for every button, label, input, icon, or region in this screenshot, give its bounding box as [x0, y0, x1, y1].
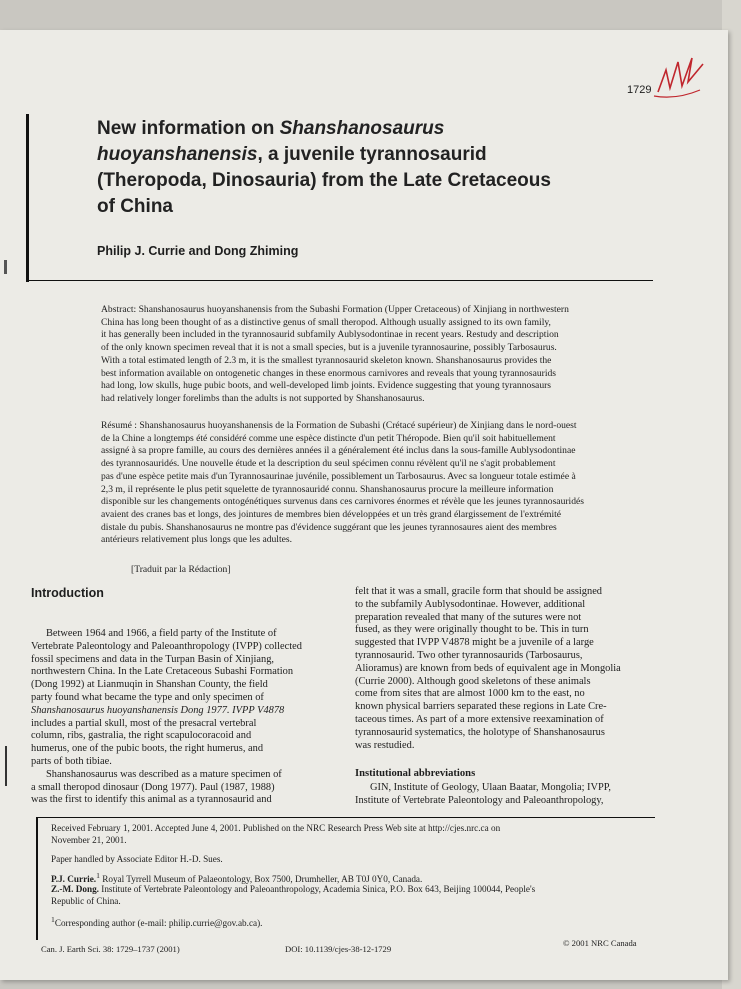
- side-mark: [4, 260, 7, 274]
- abstract-english: Abstract: Shanshanosaurus huoyanshanensis from the Subashi Formation (Upper Cretaceous) of Xinjiang in northwestern China has long been thought of as a distinctive genus of small theropod. Although usually assigned to its own family, it has generally been included in the tyrannosaurid subfamily Aublysodontinae in recent years. Restudy and description of the only known specimen reveal that it is not a small species, but is a juvenile tyrannosaurine, possibly Tarbosaurus. With a total estimated length of 2.3 m, it is the smallest tyrannosaurid skeleton known. Shanshanosaurus provides the best information available on ontogenetic changes in these enormous carnivores and reveals that young tyrannosaurids had long, low skulls, huge pubic boots, and well-developed limb joints. Evidence suggesting that young tyrannosaurs had relatively longer forelimbs than the adults is not supported by Shanshanosaurus.: [101, 304, 569, 404]
- translation-note: [Traduit par la Rédaction]: [131, 564, 231, 575]
- side-mark: [5, 746, 7, 786]
- editor-note: Paper handled by Associate Editor H.-D. Sues.: [51, 854, 223, 864]
- corresponding-author: $^1$Corresponding author (e-mail: philip.currie@gov.ab.ca).: [51, 915, 263, 929]
- intro-right-column: felt that it was a small, gracile form that should be assigned to the subfamily Aublysodontinae. However, additional preparation revealed that many of the sutures were not fused, as they were originally thought to be. This in turn suggested that IVPP V4878 might be a juvenile of a large tyrannosaurid. Two other tyrannosaurids (Tarbosaurus, Alioramus) are known from beds of equivalent age in Mongolia (Currie 2000). Although good skeletons of these animals come from sites that are almost 1000 km to the east, no known physical barriers separated these regions in Late Cre- taceous times. As part of a more extensive reexamination of tyrannosaurid systematics, the holotype of Shanshanosaurus was restudied.: [355, 586, 621, 751]
- journal-citation: Can. J. Earth Sci. 38: 1729–1737 (2001): [41, 944, 180, 954]
- received-note: Received February 1, 2001. Accepted June 4, 2001. Published on the NRC Research Press Web site at http://cjes.nrc.ca on November 21, 2001.: [51, 823, 501, 845]
- affiliation-currie: P.J. Currie.$^1$ Royal Tyrrell Museum of Palaeontology, Box 7500, Drumheller, AB T0J 0Y0, Canada.: [51, 871, 423, 885]
- title-rule: [26, 280, 653, 281]
- intro-left-column: Between 1964 and 1966, a field party of the Institute of Vertebrate Paleontology and Paleoanthropology (IVPP) collected fossil specimens and data in the Turpan Basin of Xinjiang, northwestern China. In the Late Cretaceous Subashi Formation (Dong 1992) at Lianmuqin in Shanshan County, the field party found what became the type and only specimen of Shanshanosaurus huoyanshanensis Dong 1977. IVPP V4878 includes a partial skull, most of the presacral vertebral column, ribs, gastralia, the right scapulocoracoid and humerus, one of the pubic boots, the right humerus, and parts of both tibiae. Shanshanosaurus was described as a mature specimen of a small theropod dinosaur (Dong 1977). Paul (1987, 1988) was the first to identify this animal as a tyrannosaurid and: [31, 628, 302, 806]
- abbreviations-text: GIN, Institute of Geology, Ulaan Baatar, Mongolia; IVPP, Institute of Vertebrate Paleontology and Paleoanthropology,: [355, 782, 612, 806]
- abstract-french: Résumé : Shanshanosaurus huoyanshanensis de la Formation de Subashi (Crétacé supérieur) de Xinjiang dans le nord-ouest de la Chine a longtemps été considéré comme une espèce distincte d'un petit Théropode. Bien qu'il soit habituellement assigné à sa propre famille, au cours des dernières années il a généralement été inclus dans la sous-famille Aublysodontinae des tyrannosauridés. Une nouvelle étude et la description du seul spécimen connu révèlent qu'il ne s'agit probablement pas d'une espèce petite mais d'un Tyrannosaurinae juvénile, possiblement un Tarbosaurus. Avec sa longueur totale estimée à 2,3 m, il représente le plus petit squelette de tyrannosauridé connu. Shanshanosaurus procure la meilleure information disponible sur les changements ontogénétiques survenus dans ces carnivores énormes et révèle que les jeunes tyrannosauridés avaient des cranes bas et longs, des jointures de membres bien développées et un très grand élargissement de l'extrémité distale du pubis. Shanshanosaurus ne montre pas d'évidence suggérant que les jeunes tyrannosaures aient des membres antérieurs relativement plus longs que les adultes.: [101, 420, 585, 546]
- copyright: © 2001 NRC Canada: [563, 938, 637, 948]
- article-title: New information on Shanshanosaurus huoyanshanensis, a juvenile tyrannosaurid (Theropoda, Dinosauria) from the Late Cretaceous of China: [97, 118, 551, 217]
- introduction-heading: Introduction: [31, 586, 104, 600]
- abbreviations-heading: Institutional abbreviations: [355, 768, 476, 779]
- affiliation-dong: Z.-M. Dong. Institute of Vertebrate Paleontology and Paleoanthropology, Academia Sinica, P.O. Box 643, Beijing 100044, People's Republic of China.: [51, 884, 536, 906]
- title-bar: [26, 114, 29, 282]
- handwritten-mark: [648, 52, 708, 102]
- page-number: 1729: [627, 84, 652, 96]
- authors: Philip J. Currie and Dong Zhiming: [97, 244, 299, 258]
- doi: DOI: 10.1139/cjes-38-12-1729: [285, 944, 392, 954]
